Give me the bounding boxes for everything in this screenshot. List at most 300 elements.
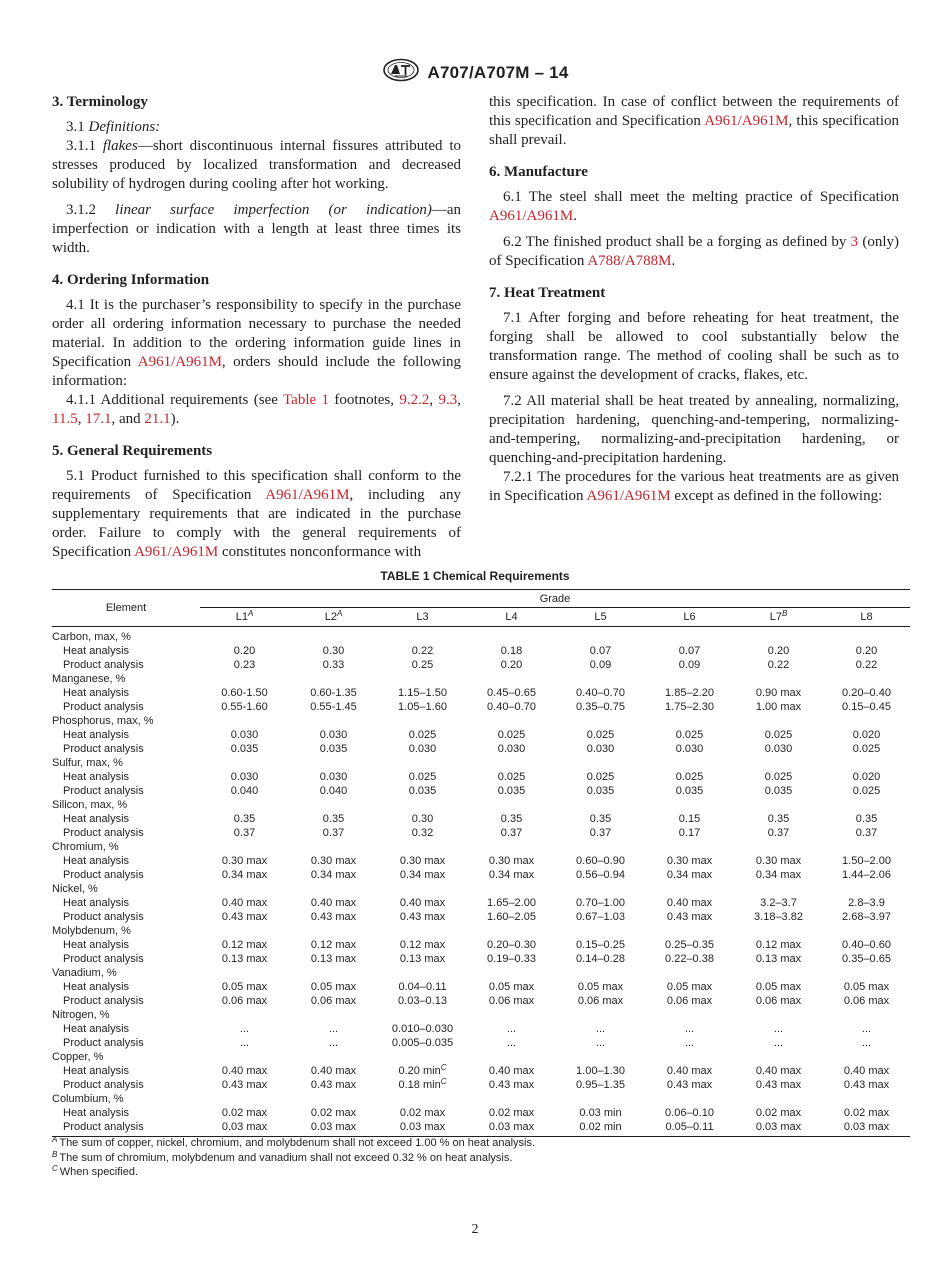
table-cell: 0.05 max	[310, 981, 357, 993]
table-cell	[556, 1092, 645, 1106]
element-name: Carbon, max, %	[52, 631, 131, 643]
table-cell: 0.40–0.60	[842, 939, 891, 951]
table-cell: 0.22	[855, 659, 878, 671]
table-cell	[467, 966, 556, 980]
table-cell	[645, 882, 734, 896]
document-title: A707/A707M – 14	[427, 62, 569, 82]
paragraph-3-1-1: 3.1.1 flakes—short discontinuous internal fissures attributed to stresses produced by localized transformation and decreased solubility of hydrogen during cooling after hot working.	[52, 138, 461, 192]
table-cell	[556, 756, 645, 770]
table-cell	[289, 672, 378, 686]
grade-column-header: $L7^B$	[734, 608, 823, 627]
table-1-link[interactable]: Table 1	[283, 392, 330, 408]
analysis-label: Heat analysis	[63, 939, 130, 951]
section-6-heading: 6. Manufacture	[489, 164, 588, 180]
table-cell	[200, 966, 289, 980]
table-cell	[645, 924, 734, 938]
table-cell: ...	[506, 1037, 517, 1049]
spec-link-a961[interactable]: A961/A961M	[265, 487, 350, 503]
table-cell: 0.60–0.90	[576, 855, 625, 867]
table-cell	[823, 882, 910, 896]
table-cell	[645, 756, 734, 770]
table-cell: 0.37	[767, 827, 790, 839]
section-link-17-1[interactable]: 17.1	[85, 411, 112, 427]
table-title: TABLE 1 Chemical Requirements	[380, 569, 570, 583]
table-cell	[289, 1050, 378, 1064]
table-cell	[734, 966, 823, 980]
table-cell: 0.60-1.50	[221, 687, 268, 699]
table-cell: 0.12 max	[310, 939, 357, 951]
table-cell	[378, 1050, 467, 1064]
table-cell	[823, 1008, 910, 1022]
spec-link-a961[interactable]: A961/A961M	[704, 113, 789, 129]
analysis-label: Product analysis	[63, 869, 144, 881]
paragraph-4-1: 4.1 It is the purchaser’s responsibility to specify in the purchase order all ordering information necessary to purchase the needed material. In addition to the ordering information guide lines in Specification A961/A961M, orders should include the following information:	[52, 297, 462, 389]
table-cell	[378, 966, 467, 980]
table-cell: 0.22–0.38	[665, 953, 714, 965]
table-cell: 0.43 max	[310, 1079, 357, 1091]
footnote: $^A$ The sum of copper, nickel, chromium, and molybdenum shall not exceed 1.00 % on heat analysis.	[52, 1135, 536, 1149]
element-header: Element	[52, 590, 200, 627]
table-cell: 0.13 max	[310, 953, 357, 965]
table-cell: 0.20 $\min^C$	[398, 1063, 447, 1077]
table-footnotes	[52, 1136, 535, 1180]
element-name: Copper, %	[52, 1051, 104, 1063]
table-cell: 0.05–0.11	[645, 1120, 734, 1137]
analysis-label: Product analysis	[63, 827, 144, 839]
table-cell	[289, 1008, 378, 1022]
table-cell: ...	[239, 1023, 250, 1035]
table-cell: 0.30 max	[666, 855, 713, 867]
paragraph-5-1: 5.1 Product furnished to this specification shall conform to the requirements of Specification A961/A961M, including any supplementary requirements that are indicated in the purchase order. Failure to comply with the general requirements of Specification A961/A961M constitutes nonconformance with	[52, 468, 461, 560]
table-cell: 0.020	[852, 729, 881, 741]
table-cell: 0.35–0.65	[842, 953, 891, 965]
table-cell: 0.035	[230, 743, 259, 755]
table-row	[52, 938, 910, 952]
table-cell: 0.70–1.00	[576, 897, 625, 909]
table-cell: 1.65–2.00	[487, 897, 536, 909]
footnote: $^C$ When specified.	[52, 1164, 139, 1178]
paragraph-3-1-2: 3.1.2 linear surface imperfection (or indication)—an imperfection or indication with a length at least three times its width.	[52, 202, 461, 256]
table-cell: 1.00 max	[755, 701, 802, 713]
paragraph-4-1-1: 4.1.1 Additional requirements (see Table 1 footnotes, 9.2.2, 9.3, 11.5, 17.1, and 21.1).	[52, 392, 462, 427]
table-cell	[645, 1050, 734, 1064]
table-cell	[378, 627, 467, 645]
table-cell: 0.03 max	[734, 1120, 823, 1137]
element-name: Silicon, max, %	[52, 799, 128, 811]
section-link-21-1[interactable]: 21.1	[144, 411, 171, 427]
table-cell	[823, 966, 910, 980]
section-link-9-2-2[interactable]: 9.2.2	[399, 392, 430, 408]
table-row	[52, 1064, 910, 1078]
table-cell	[200, 840, 289, 854]
analysis-label: Heat analysis	[63, 897, 130, 909]
element-group-row	[52, 672, 910, 686]
grade-column-header: L6	[645, 608, 734, 627]
table-cell: 0.030	[319, 771, 348, 783]
table-cell	[556, 1008, 645, 1022]
section-link-9-3[interactable]: 9.3	[438, 392, 458, 408]
table-cell	[289, 714, 378, 728]
table-cell: 0.02 min	[556, 1120, 645, 1137]
element-name: Chromium, %	[52, 841, 119, 853]
table-cell: 0.95–1.35	[576, 1079, 625, 1091]
table-cell	[556, 966, 645, 980]
grade-column-header: $L1^A$	[200, 608, 289, 627]
table-cell: 0.03 max	[823, 1120, 910, 1137]
table-cell	[556, 1050, 645, 1064]
table-cell: 1.85–2.20	[665, 687, 714, 699]
grade-column-header: L5	[556, 608, 645, 627]
table-cell: 1.75–2.30	[665, 701, 714, 713]
table-cell: 0.18 $\min^C$	[398, 1077, 447, 1091]
table-cell: 0.02 max	[755, 1107, 802, 1119]
element-name: Sulfur, max, %	[52, 757, 123, 769]
table-cell	[289, 627, 378, 645]
table-cell: 0.40 max	[310, 1065, 357, 1077]
table-cell: 0.030	[230, 729, 259, 741]
table-row	[52, 952, 910, 966]
table-cell	[645, 714, 734, 728]
table-row	[52, 1106, 910, 1120]
table-cell: 0.40 max	[666, 897, 713, 909]
table-row	[52, 1078, 910, 1092]
footnote-mark: A	[52, 1135, 58, 1144]
table-cell	[556, 672, 645, 686]
table-cell	[467, 1050, 556, 1064]
table-cell	[645, 966, 734, 980]
grade-column-header: $L2^A$	[289, 608, 378, 627]
table-cell: 0.030	[586, 743, 615, 755]
table-cell: 0.35	[233, 813, 256, 825]
analysis-label: Product analysis	[52, 1120, 200, 1137]
table-cell: 0.07	[678, 645, 701, 657]
spec-link-a961[interactable]: A961/A961M	[137, 354, 222, 370]
element-name: Manganese, %	[52, 673, 126, 685]
table-cell: 0.025	[586, 729, 615, 741]
analysis-label: Product analysis	[63, 911, 144, 923]
table-row	[52, 994, 910, 1008]
table-cell	[823, 756, 910, 770]
paragraph-5-1-continued: this specification. In case of conflict between the requirements of this specification and Specification A961/A961M, this specification shall prevail.	[489, 94, 899, 148]
table-cell: ...	[684, 1037, 695, 1049]
table-row	[52, 1036, 910, 1050]
table-cell: 0.040	[230, 785, 259, 797]
table-cell	[378, 1008, 467, 1022]
section-5-heading: 5. General Requirements	[52, 443, 213, 459]
table-cell: 0.34 max	[310, 869, 357, 881]
table-cell: 1.05–1.60	[398, 701, 447, 713]
table-cell	[378, 672, 467, 686]
analysis-label: Heat analysis	[63, 1023, 130, 1035]
table-cell	[645, 1092, 734, 1106]
table-cell: 0.025	[675, 729, 704, 741]
element-name: Columbium, %	[52, 1093, 124, 1105]
section-link-3[interactable]: 3	[850, 234, 859, 250]
table-cell: 0.07	[589, 645, 612, 657]
table-cell: 0.43 max	[843, 1079, 890, 1091]
table-cell: 3.18–3.82	[754, 911, 803, 923]
table-cell: 0.30 max	[310, 855, 357, 867]
grade-column-header: L8	[823, 608, 910, 627]
table-cell	[734, 1008, 823, 1022]
table-cell	[200, 1092, 289, 1106]
table-row	[52, 1120, 910, 1137]
table-cell: 0.32	[411, 827, 434, 839]
section-3-heading: 3. Terminology	[52, 94, 148, 110]
table-cell: 0.20–0.40	[842, 687, 891, 699]
table-cell: 0.18	[500, 645, 523, 657]
table-cell: 0.20	[855, 645, 878, 657]
table-cell: ...	[861, 1023, 872, 1035]
analysis-label: Heat analysis	[63, 687, 130, 699]
footnote-mark: B	[781, 609, 788, 618]
table-cell: ...	[773, 1023, 784, 1035]
table-cell: 0.14–0.28	[576, 953, 625, 965]
table-cell: 0.06 max	[666, 995, 713, 1007]
table-cell: 0.37	[589, 827, 612, 839]
table-cell: 0.40 max	[755, 1065, 802, 1077]
table-cell	[467, 798, 556, 812]
table-cell	[734, 924, 823, 938]
table-cell: 0.25	[411, 659, 434, 671]
analysis-label: Product analysis	[63, 1037, 144, 1049]
table-cell: 0.13 max	[221, 953, 268, 965]
element-group-row	[52, 1092, 910, 1106]
table-cell: 0.37	[233, 827, 256, 839]
table-cell: 1.60–2.05	[487, 911, 536, 923]
table-cell: 0.20	[500, 659, 523, 671]
footnote-mark: A	[247, 609, 254, 618]
table-cell: ...	[595, 1023, 606, 1035]
element-group-row	[52, 714, 910, 728]
table-cell	[200, 714, 289, 728]
table-cell	[645, 1008, 734, 1022]
table-cell: 0.025	[764, 771, 793, 783]
table-cell	[823, 924, 910, 938]
table-cell	[289, 798, 378, 812]
table-cell: 0.60-1.35	[310, 687, 357, 699]
table-cell: 0.30	[411, 813, 434, 825]
table-cell: 0.030	[497, 743, 526, 755]
table-cell: 0.06 max	[221, 995, 268, 1007]
table-cell: 1.44–2.06	[842, 869, 891, 881]
table-cell	[734, 882, 823, 896]
section-7-heading: 7. Heat Treatment	[489, 285, 606, 301]
table-cell: 0.40–0.70	[576, 687, 625, 699]
table-cell: 0.43 max	[310, 911, 357, 923]
table-cell: 0.06 max	[310, 995, 357, 1007]
table-row	[52, 658, 910, 672]
paragraph-7-1: 7.1 After forging and before reheating for heat treatment, the forging shall be allowed to cool substantially below the transformation range. The method of cooling shall be such as to ensure against the development of cracks, flakes, etc.	[489, 310, 899, 383]
table-cell: 0.03 min	[579, 1107, 622, 1119]
element-group-row	[52, 756, 910, 770]
table-cell	[467, 714, 556, 728]
spec-link-a961[interactable]: A961/A961M	[489, 208, 574, 224]
chemical-requirements-table	[52, 589, 910, 1137]
table-cell: 0.43 max	[221, 911, 268, 923]
analysis-label: Heat analysis	[63, 981, 130, 993]
table-cell: 0.09	[589, 659, 612, 671]
table-cell	[823, 798, 910, 812]
paragraph-7-2-1: 7.2.1 The procedures for the various heat treatments are as given in Specification A961/A961M except as defined in the following:	[489, 469, 899, 504]
right-column	[489, 93, 899, 513]
table-cell: 0.56–0.94	[576, 869, 625, 881]
element-name: Vanadium, %	[52, 967, 117, 979]
table-cell: 2.8–3.9	[848, 897, 885, 909]
element-name: Nitrogen, %	[52, 1009, 110, 1021]
table-cell: 0.010–0.030	[391, 1023, 454, 1035]
table-cell	[645, 798, 734, 812]
table-cell: 0.030	[319, 729, 348, 741]
table-cell	[289, 840, 378, 854]
table-cell: 0.03–0.13	[398, 995, 447, 1007]
table-cell	[200, 672, 289, 686]
table-cell: 0.35	[855, 813, 878, 825]
table-cell	[556, 714, 645, 728]
table-cell: 0.030	[230, 771, 259, 783]
table-cell	[645, 840, 734, 854]
table-cell: 0.55-1.60	[221, 701, 268, 713]
table-cell	[200, 882, 289, 896]
table-row	[52, 700, 910, 714]
table-cell: 0.33	[322, 659, 345, 671]
table-cell	[289, 1092, 378, 1106]
table-cell	[200, 798, 289, 812]
footnote-mark: A	[336, 609, 343, 618]
table-cell	[734, 1092, 823, 1106]
analysis-label: Heat analysis	[63, 813, 130, 825]
spec-link-a961[interactable]: A961/A961M	[134, 544, 219, 560]
astm-logo-icon	[382, 58, 420, 87]
grade-column-header: L3	[378, 608, 467, 627]
table-cell: 0.035	[319, 743, 348, 755]
table-cell: 0.13 max	[399, 953, 446, 965]
table-cell	[289, 924, 378, 938]
element-name: Nickel, %	[52, 883, 98, 895]
table-cell: ...	[684, 1023, 695, 1035]
table-cell: 0.05 max	[843, 981, 890, 993]
grade-column-header: L4	[467, 608, 556, 627]
table-cell: ...	[595, 1037, 606, 1049]
table-cell	[467, 1008, 556, 1022]
table-cell: 0.025	[852, 785, 881, 797]
table-cell: 0.025	[408, 729, 437, 741]
table-cell: ...	[861, 1037, 872, 1049]
table-cell: 0.34 max	[755, 869, 802, 881]
table-cell	[556, 840, 645, 854]
footnote-mark: C	[440, 1063, 447, 1072]
table-cell: 0.025	[497, 729, 526, 741]
table-row	[52, 854, 910, 868]
element-name: Molybdenum, %	[52, 925, 131, 937]
table-cell	[289, 966, 378, 980]
paragraph-3-1: 3.1 Definitions:	[66, 119, 161, 135]
table-cell: 0.20	[767, 645, 790, 657]
footnote: $^B$ The sum of chromium, molybdenum and vanadium shall not exceed 0.32 % on heat analysis.	[52, 1149, 513, 1164]
table-cell: 0.030	[408, 743, 437, 755]
table-cell: 0.15	[678, 813, 701, 825]
table-cell	[556, 798, 645, 812]
table-row	[52, 784, 910, 798]
table-cell: 0.37	[500, 827, 523, 839]
table-cell: 0.19–0.33	[487, 953, 536, 965]
table-cell: 0.035	[586, 785, 615, 797]
table-cell	[467, 924, 556, 938]
table-cell	[378, 882, 467, 896]
table-cell: 0.035	[764, 785, 793, 797]
analysis-label: Product analysis	[63, 743, 144, 755]
element-group-row	[52, 882, 910, 896]
spec-link-a788[interactable]: A788/A788M	[587, 253, 672, 269]
table-cell: 0.20	[233, 645, 256, 657]
table-cell: 0.43 max	[399, 911, 446, 923]
table-cell	[200, 1050, 289, 1064]
table-cell: 0.25–0.35	[665, 939, 714, 951]
table-cell: 0.05 max	[488, 981, 535, 993]
table-cell: 0.55-1.45	[310, 701, 357, 713]
table-cell: 0.30 max	[399, 855, 446, 867]
table-cell	[467, 882, 556, 896]
table-cell	[823, 672, 910, 686]
table-row	[52, 868, 910, 882]
table-cell	[378, 840, 467, 854]
table-row	[52, 644, 910, 658]
element-group-row	[52, 798, 910, 812]
table-cell: 0.025	[675, 771, 704, 783]
table-cell: 0.43 max	[666, 1079, 713, 1091]
table-cell	[734, 840, 823, 854]
table-cell: 0.23	[233, 659, 256, 671]
table-cell	[823, 714, 910, 728]
page-number: 2	[471, 1222, 479, 1237]
table-cell: 0.025	[764, 729, 793, 741]
spec-link-a961[interactable]: A961/A961M	[586, 488, 671, 504]
table-cell: 0.45–0.65	[487, 687, 536, 699]
table-cell	[378, 924, 467, 938]
table-cell	[467, 840, 556, 854]
table-cell	[823, 1092, 910, 1106]
table-row	[52, 980, 910, 994]
section-link-11-5[interactable]: 11.5	[52, 411, 78, 427]
table-cell: 0.17	[678, 827, 701, 839]
table-cell: 0.035	[497, 785, 526, 797]
table-cell: 0.035	[675, 785, 704, 797]
table-row	[52, 728, 910, 742]
table-cell: 0.02 max	[310, 1107, 357, 1119]
table-cell: 0.030	[764, 743, 793, 755]
table-row	[52, 686, 910, 700]
table-cell: 0.06 max	[577, 995, 624, 1007]
table-cell: 0.30	[322, 645, 345, 657]
table-cell: 0.005–0.035	[391, 1037, 454, 1049]
table-cell: 0.90 max	[755, 687, 802, 699]
analysis-label: Product analysis	[63, 785, 144, 797]
analysis-label: Product analysis	[63, 953, 144, 965]
table-cell: 0.67–1.03	[576, 911, 625, 923]
table-cell	[289, 882, 378, 896]
element-group-row	[52, 1050, 910, 1064]
element-group-row	[52, 627, 910, 645]
table-cell	[378, 714, 467, 728]
table-cell: 1.15–1.50	[398, 687, 447, 699]
table-cell	[734, 798, 823, 812]
element-name: Phosphorus, max, %	[52, 715, 154, 727]
table-cell: 0.40 max	[221, 897, 268, 909]
table-cell: 0.35–0.75	[576, 701, 625, 713]
table-cell: 0.13 max	[755, 953, 802, 965]
table-cell: 0.34 max	[399, 869, 446, 881]
paragraph-6-1: 6.1 The steel shall meet the melting practice of Specification A961/A961M.	[489, 189, 899, 224]
